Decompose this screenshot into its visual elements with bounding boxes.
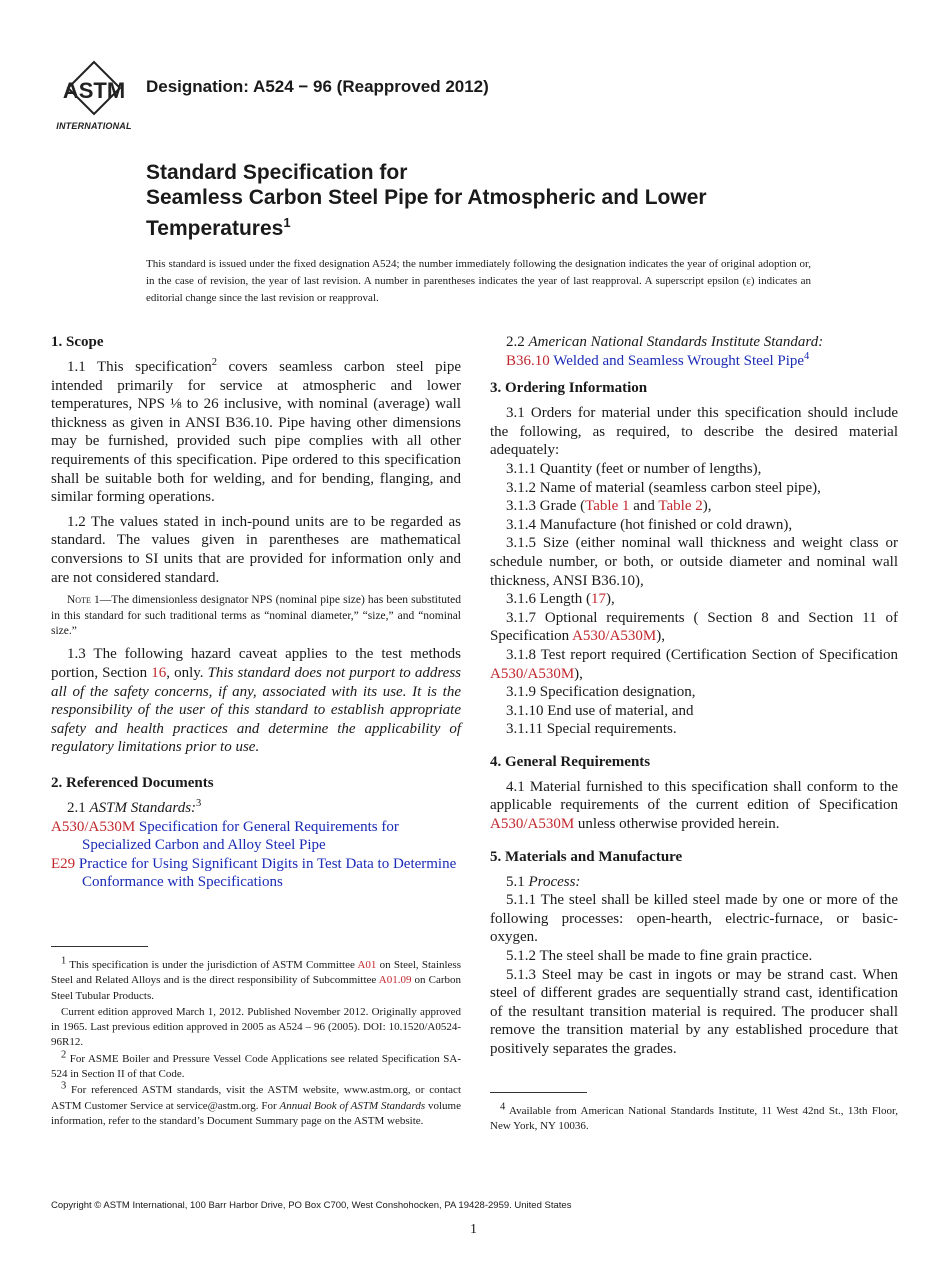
section-17-link[interactable]: 17 xyxy=(590,591,606,608)
para-5-1-label: Process: xyxy=(528,873,581,890)
footnote-3-book: Annual Book of ASTM Standards xyxy=(279,1099,426,1112)
footnote-3-marker[interactable]: 3 xyxy=(196,797,202,809)
item-3-1-5: 3.1.5 Size (either nominal wall thickness and weight class or schedule number, or both, or outside diameter and nominal wall thickness, ANSI B36.10), xyxy=(490,535,898,589)
title-line-3 xyxy=(146,210,866,241)
para-5-1-1: 5.1.1 The steel shall be killed steel made by one or more of the following processes: open-hearth, electric-furnace, or basic-oxygen. xyxy=(490,892,898,946)
section-1-heading: 1. Scope xyxy=(51,334,104,350)
ref-e29 xyxy=(51,855,461,892)
section-2-heading: 2. Referenced Documents xyxy=(51,774,214,791)
para-1-2: 1.2 The values stated in inch-pound units are to be regarded as standard. The values given in parentheses are mathematical conversions to SI units that are provided for information only and are not considered standard. xyxy=(51,513,461,586)
para-2-2-num: 2.2 xyxy=(506,334,529,350)
para-1-1 xyxy=(51,358,461,507)
footnote-4-marker[interactable]: 4 xyxy=(804,350,810,362)
item-3-1-6-text-b: ), xyxy=(605,591,615,608)
footnote-3 xyxy=(51,1080,461,1129)
footnote-2 xyxy=(51,1049,461,1083)
footnote-1-approval: Current edition approved March 1, 2012. Published November 2012. Originally approved in 1965. Last previous edition approved in 2005 as A524 – 96 (2005). DOI: 10.1520/A0524-96R12. xyxy=(51,1005,461,1049)
footnote-3-text-b: volume information, refer to the standard’s Document Summary page on the ASTM website. xyxy=(51,1099,461,1127)
page-number: 1 xyxy=(470,1222,477,1237)
para-2-2 xyxy=(490,333,898,352)
para-5-1 xyxy=(490,873,898,892)
footnotes-left xyxy=(51,955,461,1129)
note-1-text: —The dimensionless designator NPS (nominal pipe size) has been substituted in this standard for such traditional terms as “nominal diameter,” “size,” and “nominal size.” xyxy=(51,594,461,637)
table-1-link[interactable]: Table 1 xyxy=(585,498,630,515)
footnote-1-text-a: This specification is under the jurisdiction of ASTM Committee xyxy=(66,959,358,971)
item-3-1-6-text-a: 3.1.6 Length ( xyxy=(506,591,591,608)
para-5-1-3: 5.1.3 Steel may be cast in ingots or may be strand cast. When steel of different grades are sequentially strand cast, identification of the resultant transition material is required. The producer shall remove the transition material by any established procedure that positively separates the grades. xyxy=(490,966,898,1057)
footnote-4-num: 4 xyxy=(500,1101,506,1113)
para-3-1: 3.1 Orders for material under this specification should include the following, as required, to describe the desired material adequately: xyxy=(490,405,898,459)
footnote-2-num: 2 xyxy=(61,1049,67,1061)
para-2-1-num: 2.1 xyxy=(67,799,90,816)
a01-link[interactable]: A01 xyxy=(357,959,377,971)
title-footnote-marker[interactable]: 1 xyxy=(283,215,291,230)
para-1-3-text-b: , only. xyxy=(166,664,208,681)
footnote-3-text-a: For referenced ASTM standards, visit the ASTM website, www.astm.org, or contact ASTM Customer Service at service@astm.org. For xyxy=(51,1084,461,1112)
item-3-1-8-text-b: ), xyxy=(574,665,583,682)
para-4-1-text-a: 4.1 Material furnished to this specification shall conform to the applicable requirements of the current edition of Specification xyxy=(490,778,898,814)
item-3-1-3-text-a: 3.1.3 Grade ( xyxy=(506,498,586,515)
item-3-1-11: 3.1.11 Special requirements. xyxy=(506,721,677,738)
para-2-1-label: ASTM Standards: xyxy=(89,799,197,816)
item-3-1-7-text-a: 3.1.7 Optional requirements ( Section 8 and Section 11 of Specification xyxy=(490,609,898,645)
svg-text:INTERNATIONAL: INTERNATIONAL xyxy=(56,121,132,131)
para-1-1-text-a: 1.1 This specification xyxy=(67,359,212,375)
document-title xyxy=(146,160,866,241)
item-3-1-8 xyxy=(490,646,898,683)
para-1-3-text-a: 1.3 The following hazard caveat applies to the test methods portion, Section xyxy=(51,646,461,681)
item-3-1-9: 3.1.9 Specification designation, xyxy=(506,684,696,701)
para-5-1-2: 5.1.2 The steel shall be made to fine grain practice. xyxy=(506,948,813,965)
footnote-1-text-b: on Steel, Stainless Steel and Related Alloys and is the direct responsibility of Subcommittee xyxy=(51,959,461,987)
item-3-1-2: 3.1.2 Name of material (seamless carbon steel pipe), xyxy=(506,479,821,496)
ref-b36-code-link[interactable]: B36.10 xyxy=(506,352,550,369)
section-3-heading: 3. Ordering Information xyxy=(490,380,648,397)
section-16-link[interactable]: 16 xyxy=(151,664,167,681)
item-3-1-1: 3.1.1 Quantity (feet or number of lengths), xyxy=(506,460,762,477)
item-3-1-4: 3.1.4 Manufacture (hot finished or cold drawn), xyxy=(506,516,793,533)
ref-a530-title-link[interactable]: Specification for General Requirements for Specialized Carbon and Alloy Steel Pipe xyxy=(82,818,399,854)
footnote-rule-left xyxy=(51,946,148,947)
designation: Designation: A524 − 96 (Reapproved 2012) xyxy=(146,77,489,96)
footnote-1 xyxy=(51,955,461,1004)
footnote-3-num: 3 xyxy=(61,1080,67,1092)
para-1-1-text-b: covers seamless carbon steel pipe intended primarily for service at atmospheric and lower temperatures, NPS ⅛ to 26 inclusive, with nominal (average) wall thickness as given in ANSI B36.10. Pipe having other dimensions may be furnished, provided such pipe complies with all other requirements of this specification. Pipe ordered to this specification shall be suitable both for welding, and for bending, flanging, and similar forming operations. xyxy=(51,359,462,506)
item-3-1-7-text-b: ), xyxy=(656,628,665,645)
item-3-1-3 xyxy=(490,497,898,516)
footnotes-right xyxy=(490,1101,898,1135)
a530-link-3-1-7[interactable]: A530/A530M xyxy=(572,628,657,645)
ref-e29-code-link[interactable]: E29 xyxy=(51,855,76,872)
footnote-2-text: For ASME Boiler and Pressure Vessel Code Applications see related Specification SA-524 in Section II of that Code. xyxy=(51,1052,461,1081)
item-3-1-8-text-a: 3.1.8 Test report required (Certification Section of Specification xyxy=(506,646,898,663)
a530-link-3-1-8[interactable]: A530/A530M xyxy=(490,665,575,682)
footnote-2-marker[interactable]: 2 xyxy=(211,357,217,368)
ref-a530 xyxy=(51,818,461,855)
footnote-1-text-c: on Carbon Steel Tubular Products. xyxy=(51,974,461,1002)
item-3-1-10: 3.1.10 End use of material, and xyxy=(506,702,694,719)
a01-09-link[interactable]: A01.09 xyxy=(378,974,412,987)
left-column xyxy=(51,333,461,892)
right-column xyxy=(490,333,898,1059)
item-3-1-6 xyxy=(490,590,898,609)
ref-a530-code-link[interactable]: A530/A530M xyxy=(51,818,136,835)
para-4-1 xyxy=(490,778,898,834)
ref-b36 xyxy=(490,352,898,371)
note-1 xyxy=(51,593,461,639)
item-3-1-3-text-c: ), xyxy=(702,498,712,515)
section-5-heading: 5. Materials and Manufacture xyxy=(490,848,683,865)
svg-text:ASTM: ASTM xyxy=(62,78,126,103)
footnote-4 xyxy=(490,1101,898,1135)
para-1-3 xyxy=(51,645,461,757)
title-line-1: Standard Specification for xyxy=(146,161,408,184)
para-5-1-num: 5.1 xyxy=(506,873,529,890)
footnote-4-text: Available from American National Standards Institute, 11 West 42nd St., 13th Floor, New York, NY 10036. xyxy=(490,1105,898,1133)
para-2-2-label: American National Standards Institute Standard: xyxy=(528,334,824,350)
para-4-1-text-b: unless otherwise provided herein. xyxy=(574,816,780,833)
section-4-heading: 4. General Requirements xyxy=(490,753,651,770)
para-2-1 xyxy=(51,799,461,818)
table-2-link[interactable]: Table 2 xyxy=(658,498,703,515)
title-line-2: Seamless Carbon Steel Pipe for Atmospheric and Lower xyxy=(146,186,707,209)
item-3-1-3-text-b: and xyxy=(629,498,659,515)
note-1-label: Note 1 xyxy=(67,594,100,607)
ref-e29-title-link[interactable]: Practice for Using Significant Digits in Test Data to Determine Conformance with Specifications xyxy=(78,855,457,891)
footnote-rule-right xyxy=(490,1092,587,1093)
ref-b36-title-link[interactable]: Welded and Seamless Wrought Steel Pipe xyxy=(553,352,805,369)
intro-paragraph: This standard is issued under the fixed designation A524; the number immediately following the designation indicates the year of original adoption or, in the case of revision, the year of last revision. A number in parentheses indicates the year of last reapproval. A superscript epsilon (ε) indicates an editorial change since the last revision or reapproval. xyxy=(146,258,811,304)
a530-link-4-1[interactable]: A530/A530M xyxy=(490,816,575,833)
copyright-line: Copyright © ASTM International, 100 Barr Harbor Drive, PO Box C700, West Conshohocken, PA 19428-2959. United States xyxy=(51,1200,572,1211)
para-1-3-caveat: This standard does not purport to address all of the safety concerns, if any, associated with its use. It is the responsibility of the user of this standard to establish appropriate safety and health practices and determine the applicability of regulatory limitations prior to use. xyxy=(51,664,461,756)
footnote-1-num: 1 xyxy=(61,955,67,967)
astm-logo xyxy=(54,58,134,132)
item-3-1-7 xyxy=(490,609,898,646)
title-line-3-text: Temperatures xyxy=(146,217,284,240)
